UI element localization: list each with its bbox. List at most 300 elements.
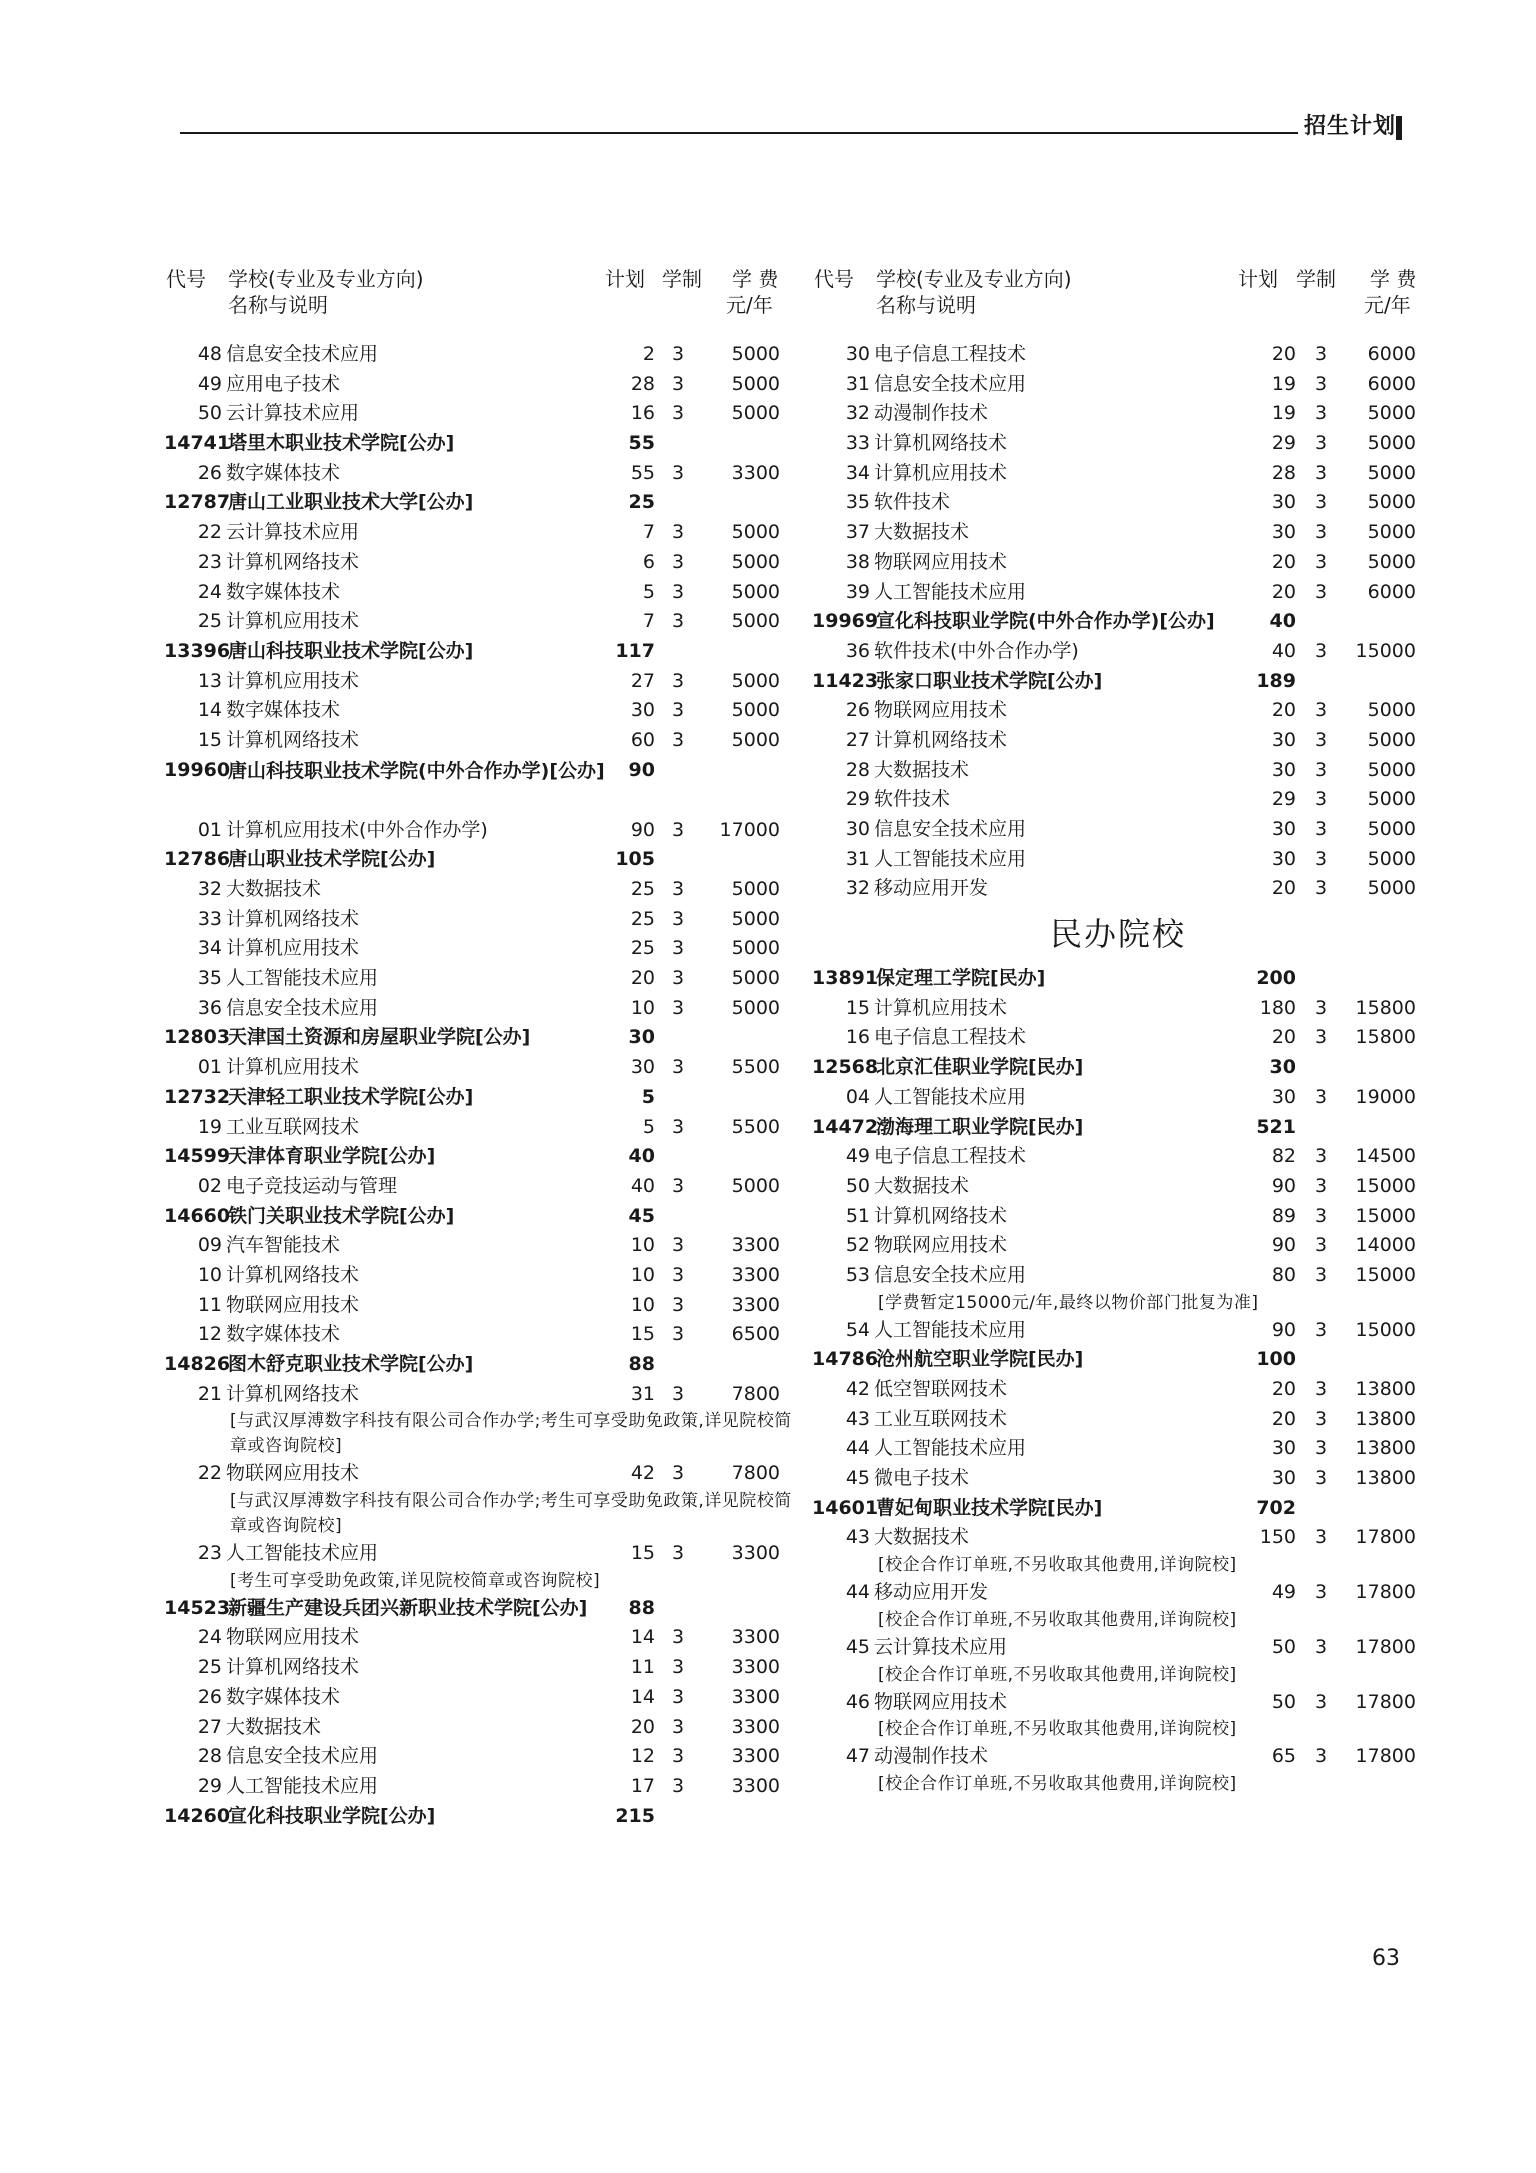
- major-name: 物联网应用技术: [874, 1690, 1008, 1713]
- plan-count: 30: [1271, 491, 1296, 514]
- duration: 3: [671, 402, 685, 425]
- major-code: 26: [197, 461, 222, 484]
- major-code: 01: [197, 1056, 222, 1079]
- major-note: [与武汉厚溥数字科技有限公司合作办学;考生可享受助免政策,详见院校简章或咨询院校]: [230, 1411, 792, 1457]
- tuition-fee: 17800: [1355, 1635, 1416, 1658]
- plan-count: 31: [630, 1382, 655, 1405]
- col-duration-header: 学制: [662, 267, 702, 291]
- major-code: 49: [197, 372, 222, 395]
- header-title: 招生计划: [1300, 112, 1404, 142]
- duration: 3: [1314, 1745, 1328, 1768]
- school-code: 13891: [812, 967, 879, 990]
- major-name: 物联网应用技术: [226, 1462, 360, 1485]
- major-code: 01: [197, 818, 222, 841]
- tuition-fee: 17000: [719, 818, 780, 841]
- major-row: [160, 1320, 800, 1350]
- major-row: [160, 518, 800, 548]
- duration: 3: [1314, 1085, 1328, 1108]
- right-column: [808, 260, 1428, 1797]
- major-code: 45: [845, 1467, 870, 1490]
- major-name: 计算机应用技术: [226, 610, 360, 633]
- major-name: 计算机网络技术: [874, 432, 1008, 455]
- plan-count: 88: [628, 1353, 655, 1375]
- plan-count: 25: [628, 491, 655, 514]
- duration: 3: [1314, 1234, 1328, 1257]
- plan-count: 28: [630, 372, 655, 395]
- major-note: [校企合作订单班,不另收取其他费用,详询院校]: [878, 1773, 1237, 1794]
- major-note: [校企合作订单班,不另收取其他费用,详询院校]: [878, 1664, 1237, 1685]
- duration: 3: [1314, 1690, 1328, 1713]
- major-code: 23: [197, 550, 222, 573]
- plan-count: 20: [1271, 343, 1296, 365]
- col-school-header: 学校(专业及专业方向): [876, 267, 1072, 291]
- major-code: 38: [845, 550, 870, 573]
- duration: 3: [671, 1685, 685, 1708]
- duration: 3: [1314, 491, 1328, 514]
- major-name: 数字媒体技术: [226, 580, 341, 603]
- school-name: 沧州航空职业学院[民办]: [876, 1348, 1084, 1371]
- plan-count: 20: [1271, 1407, 1296, 1430]
- tuition-fee: 5000: [731, 699, 780, 722]
- tuition-fee: 5000: [1367, 461, 1416, 484]
- duration: 3: [671, 1745, 685, 1768]
- major-row: [808, 1375, 1428, 1405]
- major-code: 10: [197, 1263, 222, 1286]
- major-row: [808, 1261, 1428, 1291]
- tuition-fee: 13800: [1355, 1437, 1416, 1460]
- major-name: 数字媒体技术: [226, 699, 341, 722]
- major-name: 人工智能技术应用: [874, 1437, 1027, 1460]
- major-code: 27: [845, 728, 870, 751]
- duration: 3: [671, 728, 685, 751]
- tuition-fee: 5500: [731, 1115, 780, 1138]
- col-fee-header-sub: 元/年: [726, 293, 773, 317]
- tuition-fee: 3300: [731, 1626, 780, 1649]
- school-code: 11423: [812, 669, 879, 692]
- school-row: [808, 1053, 1428, 1083]
- plan-count: 30: [628, 1026, 655, 1049]
- tuition-fee: 5000: [1367, 699, 1416, 722]
- plan-count: 20: [1271, 1378, 1296, 1400]
- tuition-fee: 15800: [1355, 1026, 1416, 1049]
- major-row: [808, 1023, 1428, 1053]
- major-code: 26: [197, 1685, 222, 1708]
- major-row: [808, 1142, 1428, 1172]
- major-name: 动漫制作技术: [874, 1745, 989, 1768]
- tuition-fee: 5000: [731, 372, 780, 395]
- school-name: 曹妃甸职业技术学院[民办]: [876, 1496, 1103, 1519]
- major-code: 49: [845, 1145, 870, 1168]
- duration: 3: [671, 699, 685, 722]
- plan-count: 105: [615, 848, 655, 871]
- school-row: [160, 756, 800, 816]
- tuition-fee: 17800: [1355, 1745, 1416, 1768]
- major-code: 15: [845, 996, 870, 1019]
- school-name: 保定理工学院[民办]: [876, 967, 1046, 990]
- header-bar: [1396, 116, 1402, 140]
- major-code: 51: [845, 1204, 870, 1227]
- major-name: 计算机应用技术(中外合作办学): [226, 818, 488, 841]
- school-name: 天津体育职业学院[公办]: [228, 1145, 436, 1168]
- major-code: 30: [845, 343, 870, 365]
- col-plan-header: 计划: [605, 267, 645, 291]
- major-name: 应用电子技术: [226, 372, 341, 395]
- tuition-fee: 5000: [731, 669, 780, 692]
- major-row: [160, 370, 800, 400]
- major-row: [160, 1053, 800, 1083]
- major-code: 16: [845, 1026, 870, 1049]
- plan-count: 27: [630, 669, 655, 692]
- major-code: 29: [197, 1774, 222, 1797]
- duration: 3: [671, 1542, 685, 1565]
- tuition-fee: 13800: [1355, 1467, 1416, 1490]
- major-code: 33: [845, 432, 870, 455]
- tuition-fee: 7800: [731, 1462, 780, 1485]
- col-code-header: 代号: [814, 267, 854, 291]
- plan-count: 30: [1271, 847, 1296, 870]
- header-rule: [180, 132, 1298, 134]
- major-name: 数字媒体技术: [226, 461, 341, 484]
- major-name: 大数据技术: [874, 1174, 970, 1197]
- major-name: 电子信息工程技术: [874, 1145, 1027, 1168]
- major-code: 11: [197, 1293, 222, 1316]
- major-name: 人工智能技术应用: [226, 1774, 379, 1797]
- duration: 3: [671, 550, 685, 573]
- major-row: [160, 1683, 800, 1713]
- duration: 3: [671, 1382, 685, 1405]
- major-code: 48: [197, 343, 222, 365]
- duration: 3: [671, 1323, 685, 1346]
- major-row: [808, 1742, 1428, 1772]
- plan-count: 65: [1271, 1745, 1296, 1768]
- major-name: 低空智联网技术: [874, 1378, 1008, 1400]
- plan-count: 30: [1271, 758, 1296, 781]
- plan-count: 19: [1271, 372, 1296, 395]
- plan-count: 200: [1256, 967, 1296, 990]
- major-code: 22: [197, 521, 222, 544]
- duration: 3: [1314, 758, 1328, 781]
- major-name: 物联网应用技术: [226, 1293, 360, 1316]
- tuition-fee: 5000: [1367, 758, 1416, 781]
- plan-count: 49: [1271, 1581, 1296, 1604]
- major-row: [160, 340, 800, 370]
- plan-count: 189: [1256, 669, 1296, 692]
- duration: 3: [1314, 1378, 1328, 1400]
- duration: 3: [1314, 343, 1328, 365]
- major-name: 大数据技术: [226, 1715, 322, 1738]
- duration: 3: [1314, 699, 1328, 722]
- duration: 3: [1314, 461, 1328, 484]
- major-code: 46: [845, 1690, 870, 1713]
- tuition-fee: 6000: [1367, 372, 1416, 395]
- school-code: 14472: [812, 1115, 879, 1138]
- plan-count: 10: [630, 1293, 655, 1316]
- major-code: 52: [845, 1234, 870, 1257]
- major-note: [校企合作订单班,不另收取其他费用,详询院校]: [878, 1555, 1237, 1576]
- major-name: 计算机网络技术: [874, 728, 1008, 751]
- tuition-fee: 5000: [731, 967, 780, 990]
- duration: 3: [671, 343, 685, 365]
- major-code: 37: [845, 521, 870, 544]
- duration: 3: [671, 461, 685, 484]
- major-row: [808, 815, 1428, 845]
- major-name: 大数据技术: [874, 1526, 970, 1549]
- major-code: 36: [197, 996, 222, 1019]
- major-name: 计算机应用技术: [874, 461, 1008, 484]
- major-row: [160, 875, 800, 905]
- major-code: 47: [845, 1745, 870, 1768]
- major-row: [160, 1291, 800, 1321]
- school-code: 14826: [164, 1353, 231, 1375]
- major-code: 26: [845, 699, 870, 722]
- school-row: [160, 845, 800, 875]
- plan-count: 15: [630, 1323, 655, 1346]
- plan-count: 30: [1271, 818, 1296, 840]
- major-code: 43: [845, 1407, 870, 1430]
- major-code: 23: [197, 1542, 222, 1565]
- major-name: 计算机网络技术: [226, 1382, 360, 1405]
- tuition-fee: 3300: [731, 1656, 780, 1679]
- major-name: 人工智能技术应用: [874, 847, 1027, 870]
- duration: 3: [1314, 1635, 1328, 1658]
- school-name: 塔里木职业技术学院[公办]: [228, 432, 455, 455]
- plan-count: 30: [630, 699, 655, 722]
- tuition-fee: 5000: [731, 878, 780, 900]
- major-code: 24: [197, 580, 222, 603]
- major-code: 44: [845, 1437, 870, 1460]
- plan-count: 5: [642, 1115, 655, 1138]
- major-name: 云计算技术应用: [226, 521, 360, 544]
- tuition-fee: 5000: [731, 728, 780, 751]
- plan-count: 30: [630, 1056, 655, 1079]
- duration: 3: [671, 937, 685, 960]
- tuition-fee: 15000: [1355, 1204, 1416, 1227]
- school-name: 唐山工业职业技术大学[公办]: [228, 491, 474, 514]
- tuition-fee: 3300: [731, 1715, 780, 1738]
- duration: 3: [671, 580, 685, 603]
- school-code: 12803: [164, 1026, 231, 1049]
- tuition-fee: 15800: [1355, 996, 1416, 1019]
- school-name: 唐山科技职业技术学院[公办]: [228, 639, 474, 662]
- plan-count: 90: [628, 758, 655, 781]
- major-code: 02: [197, 1174, 222, 1197]
- col-fee-header: 学 费: [732, 267, 779, 291]
- tuition-fee: 5000: [731, 610, 780, 633]
- plan-count: 42: [630, 1462, 655, 1485]
- duration: 3: [1314, 402, 1328, 425]
- major-row: [160, 1459, 800, 1489]
- major-name: 物联网应用技术: [874, 699, 1008, 722]
- tuition-fee: 3300: [731, 1542, 780, 1565]
- school-code: 13396: [164, 639, 231, 662]
- duration: 3: [1314, 1263, 1328, 1286]
- section-title: 民办院校: [1049, 915, 1186, 954]
- tuition-fee: 15000: [1355, 1174, 1416, 1197]
- tuition-fee: 3300: [731, 1745, 780, 1768]
- major-row: [808, 370, 1428, 400]
- plan-count: 30: [1271, 521, 1296, 544]
- major-code: 54: [845, 1318, 870, 1341]
- major-name: 大数据技术: [874, 521, 970, 544]
- major-name: 工业互联网技术: [874, 1407, 1008, 1430]
- major-row: [160, 1623, 800, 1653]
- major-code: 28: [845, 758, 870, 781]
- major-row: [808, 1405, 1428, 1435]
- major-row: [808, 1523, 1428, 1553]
- major-name: 电子信息工程技术: [874, 343, 1027, 365]
- school-row: [160, 1023, 800, 1053]
- plan-count: 25: [630, 937, 655, 960]
- plan-count: 2: [642, 343, 655, 365]
- major-row: [160, 696, 800, 726]
- major-row: [160, 548, 800, 578]
- duration: 3: [1314, 1026, 1328, 1049]
- major-code: 39: [845, 580, 870, 603]
- major-code: 31: [845, 847, 870, 870]
- plan-count: 702: [1256, 1496, 1296, 1519]
- school-code: 14660: [164, 1204, 231, 1227]
- major-row: [808, 488, 1428, 518]
- major-name: 大数据技术: [226, 878, 322, 900]
- major-note: [学费暂定15000元/年,最终以物价部门批复为准]: [878, 1292, 1259, 1313]
- major-code: 45: [845, 1635, 870, 1658]
- duration: 3: [671, 1626, 685, 1649]
- major-name: 云计算技术应用: [226, 402, 360, 425]
- major-row: [808, 1464, 1428, 1494]
- major-code: 19: [197, 1115, 222, 1138]
- major-name: 计算机网络技术: [226, 907, 360, 930]
- plan-count: 11: [630, 1656, 655, 1679]
- school-row: [808, 607, 1428, 637]
- school-code: 12568: [812, 1056, 879, 1079]
- tuition-fee: 5000: [1367, 877, 1416, 900]
- major-name: 数字媒体技术: [226, 1323, 341, 1346]
- major-code: 14: [197, 699, 222, 722]
- major-name: 计算机网络技术: [226, 550, 360, 573]
- major-row: [808, 1172, 1428, 1202]
- tuition-fee: 3300: [731, 1263, 780, 1286]
- major-row: [160, 1713, 800, 1743]
- plan-count: 20: [630, 1715, 655, 1738]
- major-row: [160, 1113, 800, 1143]
- school-name: 北京汇佳职业学院[民办]: [876, 1056, 1084, 1079]
- tuition-fee: 14000: [1355, 1234, 1416, 1257]
- major-code: 25: [197, 1656, 222, 1679]
- plan-count: 10: [630, 1263, 655, 1286]
- tuition-fee: 5000: [731, 580, 780, 603]
- major-code: 50: [845, 1174, 870, 1197]
- plan-count: 20: [1271, 550, 1296, 573]
- major-row: [160, 1172, 800, 1202]
- school-row: [160, 488, 800, 518]
- major-row: [160, 934, 800, 964]
- major-name: 信息安全技术应用: [226, 343, 379, 365]
- major-row: [160, 1653, 800, 1683]
- right-rows: [808, 340, 1428, 1797]
- major-row: [808, 994, 1428, 1024]
- duration: 3: [1314, 1204, 1328, 1227]
- major-note: [与武汉厚溥数字科技有限公司合作办学;考生可享受助免政策,详见院校简章或咨询院校]: [230, 1491, 792, 1537]
- school-row: [160, 1202, 800, 1232]
- major-code: 53: [845, 1263, 870, 1286]
- tuition-fee: 5000: [1367, 788, 1416, 811]
- plan-count: 20: [1271, 1026, 1296, 1049]
- plan-count: 215: [615, 1804, 655, 1827]
- school-row: [160, 1350, 800, 1380]
- tuition-fee: 5000: [731, 550, 780, 573]
- major-name: 移动应用开发: [874, 877, 989, 900]
- duration: 3: [1314, 550, 1328, 573]
- plan-count: 6: [642, 550, 655, 573]
- major-code: 21: [197, 1382, 222, 1405]
- plan-count: 14: [630, 1685, 655, 1708]
- tuition-fee: 5500: [731, 1056, 780, 1079]
- col-code-header: 代号: [166, 267, 206, 291]
- duration: 3: [1314, 728, 1328, 751]
- duration: 3: [671, 372, 685, 395]
- duration: 3: [1314, 1145, 1328, 1168]
- plan-count: 89: [1271, 1204, 1296, 1227]
- major-name: 软件技术(中外合作办学): [874, 639, 1079, 662]
- tuition-fee: 3300: [731, 1774, 780, 1797]
- major-row: [160, 964, 800, 994]
- duration: 3: [671, 967, 685, 990]
- tuition-fee: 3300: [731, 1685, 780, 1708]
- tuition-fee: 5000: [1367, 432, 1416, 455]
- major-code: 35: [197, 967, 222, 990]
- major-row: [808, 1083, 1428, 1113]
- page-number: 63: [1372, 1946, 1400, 1971]
- major-code: 24: [197, 1626, 222, 1649]
- school-name: 宣化科技职业学院[公办]: [228, 1804, 436, 1827]
- major-row: [160, 1742, 800, 1772]
- tuition-fee: 3300: [731, 461, 780, 484]
- duration: 3: [671, 1462, 685, 1485]
- major-name: 移动应用开发: [874, 1581, 989, 1604]
- duration: 3: [671, 907, 685, 930]
- major-code: 27: [197, 1715, 222, 1738]
- school-code: 12786: [164, 848, 231, 871]
- plan-count: 45: [628, 1204, 655, 1227]
- tuition-fee: 5000: [731, 402, 780, 425]
- major-name: 计算机应用技术: [226, 669, 360, 692]
- major-code: 42: [845, 1378, 870, 1400]
- duration: 3: [671, 996, 685, 1019]
- plan-count: 20: [630, 967, 655, 990]
- school-row: [808, 667, 1428, 697]
- duration: 3: [671, 1115, 685, 1138]
- major-code: 34: [845, 461, 870, 484]
- plan-count: 17: [630, 1774, 655, 1797]
- school-name: 新疆生产建设兵团兴新职业技术学院[公办]: [228, 1596, 588, 1619]
- tuition-fee: 6000: [1367, 343, 1416, 365]
- tuition-fee: 17800: [1355, 1526, 1416, 1549]
- tuition-fee: 13800: [1355, 1407, 1416, 1430]
- major-name: 动漫制作技术: [874, 402, 989, 425]
- major-row: [160, 816, 800, 846]
- major-row: [808, 756, 1428, 786]
- major-name: 电子竞技运动与管理: [226, 1174, 398, 1197]
- plan-count: 14: [630, 1626, 655, 1649]
- duration: 3: [1314, 788, 1328, 811]
- duration: 3: [1314, 372, 1328, 395]
- major-code: 12: [197, 1323, 222, 1346]
- duration: 3: [671, 1263, 685, 1286]
- tuition-fee: 15000: [1355, 1318, 1416, 1341]
- major-code: 31: [845, 372, 870, 395]
- school-row: [160, 429, 800, 459]
- duration: 3: [671, 878, 685, 900]
